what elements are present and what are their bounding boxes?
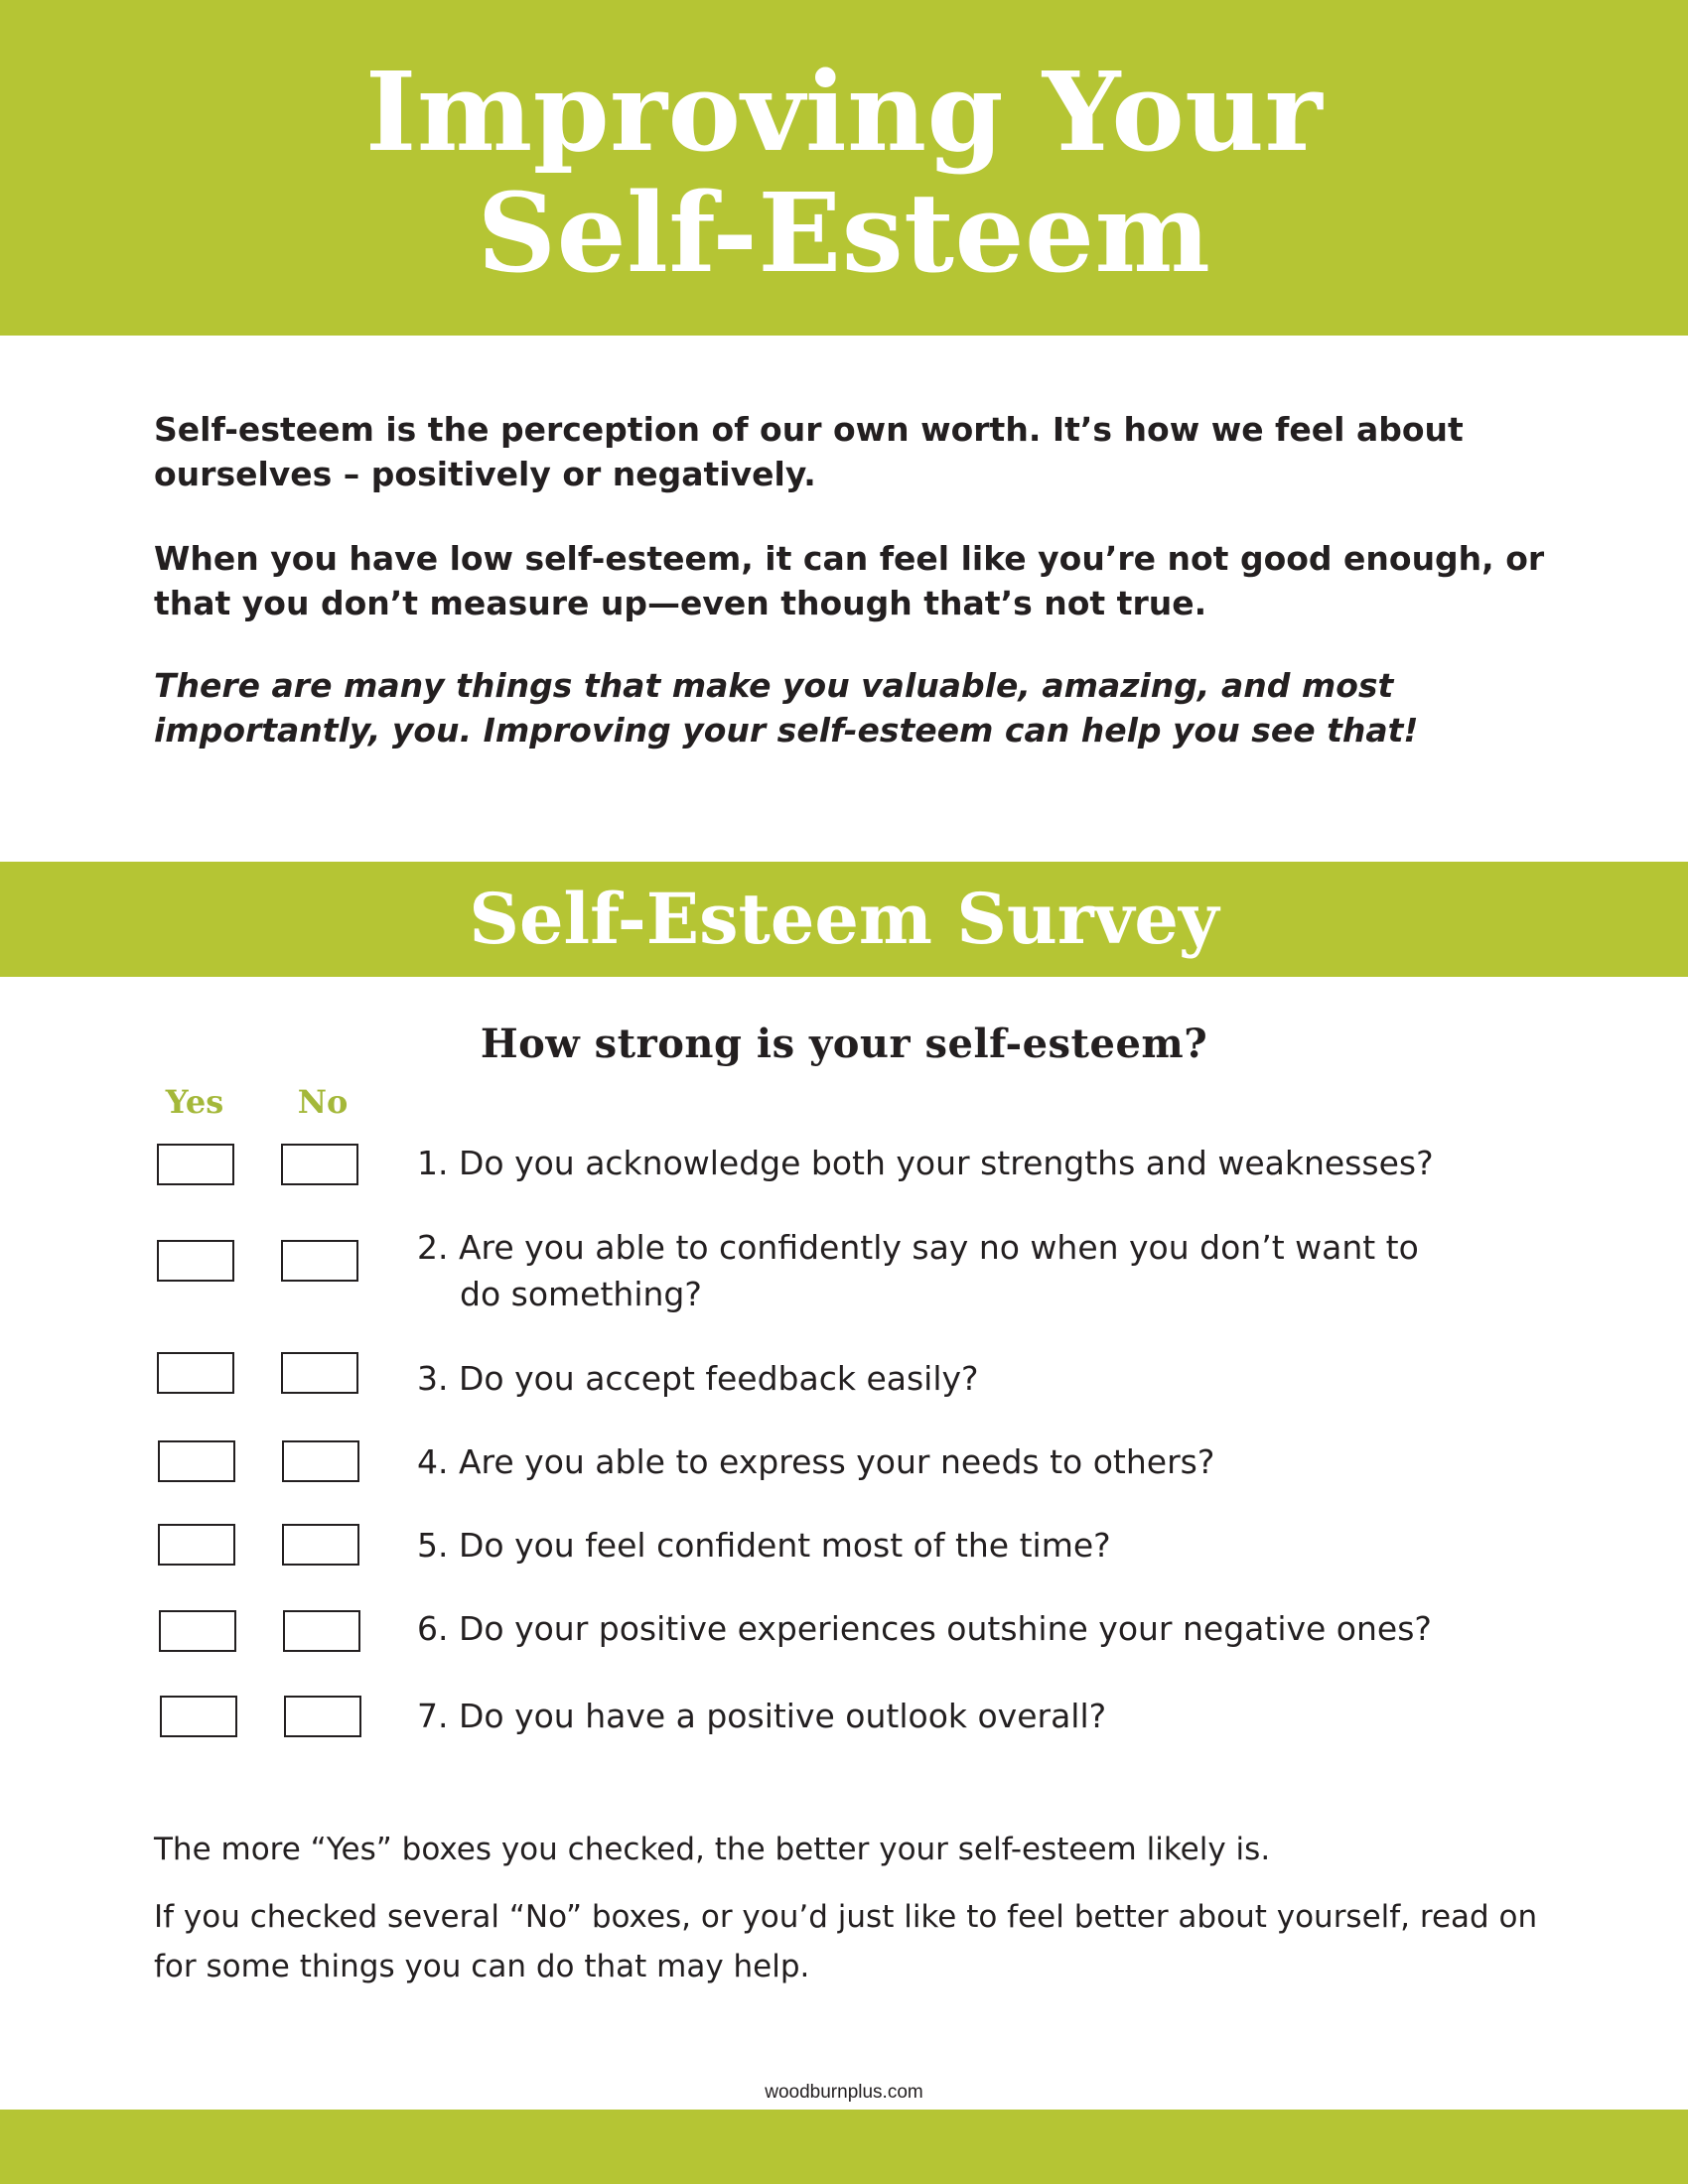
- intro-paragraph-3-start: There are many things that make you valuable, amazing, and most importantly,: [154, 666, 1394, 750]
- question-3-text: 3. Do you accept feedback easily?: [417, 1359, 979, 1398]
- question-5-yes-checkbox[interactable]: [158, 1524, 235, 1566]
- bottom-band: [0, 2110, 1688, 2184]
- intro-paragraph-1: Self-esteem is the perception of our own worth. It’s how we feel about ourselves – positively or negatively.: [154, 410, 1464, 493]
- result-note-2: If you checked several “No” boxes, or you’d just like to feel better about yourself, read on for some things you can do that may help.: [154, 1899, 1538, 1984]
- page-title: [0, 48, 1688, 297]
- question-7: [417, 1693, 1489, 1739]
- page-title-line-2: Self-Esteem: [477, 169, 1211, 297]
- survey-title: Self-Esteem Survey: [469, 878, 1219, 960]
- page-title-line-1: Improving Your: [364, 48, 1324, 176]
- question-3-no-checkbox[interactable]: [281, 1352, 358, 1394]
- question-7-text: 7. Do you have a positive outlook overall?: [417, 1697, 1107, 1735]
- intro-paragraph-2: When you have low self-esteem, it can feel like you’re not good enough, or that you don’t measure up—even though that’s not true.: [154, 539, 1545, 622]
- question-1: [417, 1140, 1489, 1186]
- question-2-text: 2. Are you able to confidently say no when you don’t want to: [417, 1228, 1419, 1267]
- intro-emphasis: you: [391, 711, 460, 750]
- question-6: [417, 1605, 1489, 1652]
- intro-paragraph-3-end: . Improving your self-esteem can help you see that!: [459, 711, 1419, 750]
- question-5: [417, 1522, 1489, 1569]
- question-1-text: 1. Do you acknowledge both your strengths and weaknesses?: [417, 1144, 1434, 1182]
- question-1-yes-checkbox[interactable]: [157, 1144, 234, 1185]
- question-3: [417, 1355, 1489, 1402]
- question-7-yes-checkbox[interactable]: [160, 1696, 237, 1737]
- intro-paragraph-3: [154, 663, 1564, 752]
- question-2-continuation: do something?: [460, 1275, 702, 1313]
- question-5-text: 5. Do you feel confident most of the time?: [417, 1526, 1111, 1565]
- question-4-no-checkbox[interactable]: [282, 1440, 359, 1482]
- result-note-1: The more “Yes” boxes you checked, the better your self-esteem likely is.: [154, 1832, 1271, 1867]
- yes-column-label: Yes: [165, 1083, 224, 1121]
- question-2: [417, 1224, 1489, 1317]
- question-3-yes-checkbox[interactable]: [157, 1352, 234, 1394]
- question-5-no-checkbox[interactable]: [282, 1524, 359, 1566]
- question-6-text: 6. Do your positive experiences outshine your negative ones?: [417, 1609, 1432, 1648]
- question-4-text: 4. Are you able to express your needs to others?: [417, 1442, 1215, 1481]
- question-1-no-checkbox[interactable]: [281, 1144, 358, 1185]
- no-column-label: No: [297, 1083, 349, 1121]
- question-6-yes-checkbox[interactable]: [159, 1610, 236, 1652]
- question-4: [417, 1438, 1489, 1485]
- question-2-yes-checkbox[interactable]: [157, 1240, 234, 1282]
- question-7-no-checkbox[interactable]: [284, 1696, 361, 1737]
- survey-question: How strong is your self-esteem?: [480, 1021, 1208, 1067]
- question-4-yes-checkbox[interactable]: [158, 1440, 235, 1482]
- question-6-no-checkbox[interactable]: [283, 1610, 360, 1652]
- question-2-no-checkbox[interactable]: [281, 1240, 358, 1282]
- website-url: woodburnplus.com: [765, 2082, 923, 2103]
